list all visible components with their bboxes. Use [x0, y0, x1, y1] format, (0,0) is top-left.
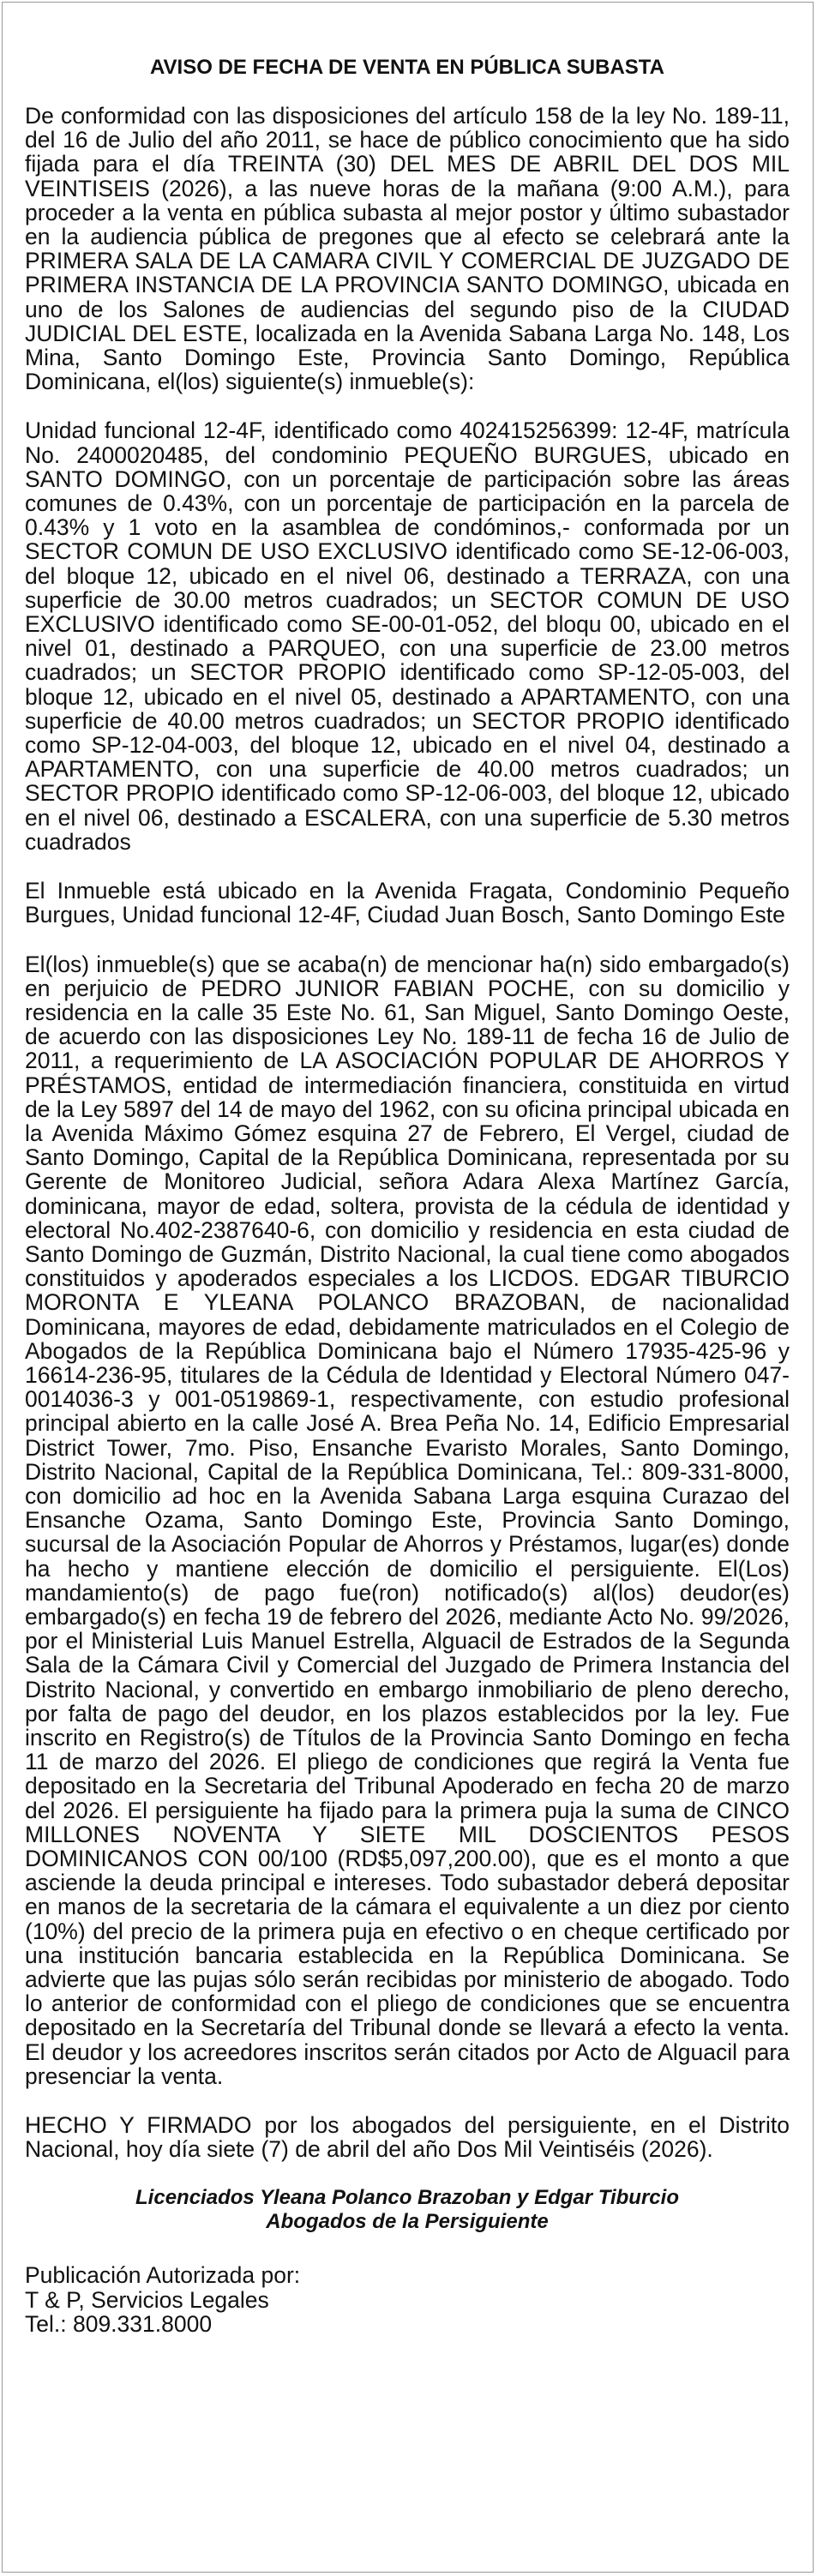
signature-names: Licenciados Yleana Polanco Brazoban y Edgar Tiburcio	[135, 2186, 679, 2210]
notice-title: AVISO DE FECHA DE VENTA EN PÚBLICA SUBASTA	[149, 56, 665, 79]
paragraph-property-location: El Inmueble está ubicado en la Avenida Fragata, Condominio Pequeño Burgues, Unidad funcional 12-4F, Ciudad Juan Bosch, Santo Domingo Este	[25, 878, 790, 928]
signature-block	[25, 2186, 790, 2234]
notice-content	[25, 56, 790, 2336]
paragraph-seizure-details: El(los) inmueble(s) que se acaba(n) de mencionar ha(n) sido embargado(s) en perjuicio de PEDRO JUNIOR FABIAN POCHE, con su domicilio y residencia en la calle 35 Este No. 61, San Miguel, Santo Domingo Oeste, de acuerdo con las disposiciones Ley No. 189-11 de fecha 16 de Julio de 2011, a requerimiento de LA ASOCIACIÓN POPULAR DE AHORROS Y PRÉSTAMOS, entidad de intermediación financiera, constituida en virtud de la Ley 5897 del 14 de mayo del 1962, con su oficina principal ubicada en la Avenida Máximo Gómez esquina 27 de Febrero, El Vergel, ciudad de Santo Domingo, Capital de la República Dominicana, representada por su Gerente de Monitoreo Judicial, señora Adara Alexa Martínez García, dominicana, mayor de edad, soltera, provista de la cédula de identidad y electoral No.402-2387640-6, con domicilio y residencia en esta ciudad de Santo Domingo de Guzmán, Distrito Nacional, la cual tiene como abogados constituidos y apoderados especiales a los LICDOS. EDGAR TIBURCIO MORONTA E YLEANA POLANCO BRAZOBAN, de nacionalidad Dominicana, mayores de edad, debidamente matriculados en el Colegio de Abogados de la República Dominicana bajo el Número 17935-425-96 y 16614-236-95, titulares de la Cédula de Identidad y Electoral Número 047-0014036-3 y 001-0519869-1, respectivamente, con estudio profesional principal abierto en la calle José A. Brea Peña No. 14, Edificio Empresarial District Tower, 7mo. Piso, Ensanche Evaristo Morales, Santo Domingo, Distrito Nacional, Capital de la República Dominicana, Tel.: 809-331-8000, con domicilio ad hoc en la Avenida Sabana Larga esquina Curazao del Ensanche Ozama, Santo Domingo Este, Provincia Santo Domingo, sucursal de la Asociación Popular de Ahorros y Préstamos, lugar(es) donde ha hecho y mantiene elección de domicilio el persiguiente. El(Los) mandamiento(s) de pago fue(ron) notificado(s) al(los) deudor(es) embargado(s) en fecha 19 de febrero del 2026, mediante Acto No. 99/2026, por el Ministerial Luis Manuel Estrella, Alguacil de Estrados de la Segunda Sala de la Cámara Civil y Comercial del Juzgado de Primera Instancia del Distrito Nacional, y convertido en embargo inmobiliario de pleno derecho, por falta de pago del deudor, en los plazos establecidos por la ley. Fue inscrito en Registro(s) de Títulos de la Provincia Santo Domingo en fecha 11 de marzo del 2026. El pliego de condiciones que regirá la Venta fue depositado en la Secretaria del Tribunal Apoderado en fecha 20 de marzo del 2026. El persiguiente ha fijado para la primera puja la suma de CINCO MILLONES NOVENTA Y SIETE MIL DOSCIENTOS PESOS DOMINICANOS CON 00/100 (RD$5,097,200.00), que es el monto a que asciende la deuda principal e intereses. Todo subastador deberá depositar en manos de la secretaria de la cámara el equivalente a un diez por ciento (10%) del precio de la primera puja en efectivo o en cheque certificado por una institución bancaria establecida en la República Dominicana. Se advierte que las pujas sólo serán recibidas por ministerio de abogado. Todo lo anterior de conformidad con el pliego de condiciones que se encuentra depositado en la Secretaría del Tribunal donde se llevará a efecto la venta. El deudor y los acreedores inscritos serán citados por Acto de Alguacil para presenciar la venta.	[25, 951, 790, 2089]
publication-company: T & P, Servicios Legales	[25, 2286, 269, 2313]
paragraph-property-description: Unidad funcional 12-4F, identificado como 402415256399: 12-4F, matrícula No. 2400020485, del condominio PEQUEÑO BURGUES, ubicado en SANTO DOMINGO, con un porcentaje de participación sobre las áreas comunes de 0.43%, con un porcentaje de participación en la parcela de 0.43% y 1 voto en la asamblea de condóminos,- conformada por un SECTOR COMUN DE USO EXCLUSIVO identificado como SE-12-06-003, del bloque 12, ubicado en el nivel 06, destinado a TERRAZA, con una superficie de 30.00 metros cuadrados; un SECTOR COMUN DE USO EXCLUSIVO identificado como SE-00-01-052, del bloqu 00, ubicado en el nivel 01, destinado a PARQUEO, con una superficie de 23.00 metros cuadrados; un SECTOR PROPIO identificado como SP-12-05-003, del bloque 12, ubicado en el nivel 05, destinado a APARTAMENTO, con una superficie de 40.00 metros cuadrados; un SECTOR PROPIO identificado como SP-12-04-003, del bloque 12, ubicado en el nivel 04, destinado a APARTAMENTO, con una superficie de 40.00 metros cuadrados; un SECTOR PROPIO identificado como SP-12-06-003, del bloque 12, ubicado en el nivel 06, destinado a ESCALERA, con una superficie de 5.30 metros cuadrados	[25, 417, 790, 855]
publication-info	[25, 2263, 790, 2336]
notice-frame	[2, 2, 814, 2573]
paragraph-signed: HECHO Y FIRMADO por los abogados del persiguiente, en el Distrito Nacional, hoy día siete (7) de abril del año Dos Mil Veintiséis (2026).	[25, 2112, 790, 2163]
signature-role: Abogados de la Persiguiente	[266, 2210, 549, 2234]
publication-phone: Tel.: 809.331.8000	[25, 2310, 213, 2337]
paragraph-auction-date: De conformidad con las disposiciones del artículo 158 de la ley No. 189-11, del 16 de Julio del año 2011, se hace de público conocimiento que ha sido fijada para el día TREINTA (30) DEL MES DE ABRIL DEL DOS MIL VEINTISEIS (2026), a las nueve horas de la mañana (9:00 A.M.), para proceder a la venta en pública subasta al mejor postor y último subastador en la audiencia pública de pregones que al efecto se celebrará ante la PRIMERA SALA DE LA CAMARA CIVIL Y COMERCIAL DE JUZGADO DE PRIMERA INSTANCIA DE LA PROVINCIA SANTO DOMINGO, ubicada en uno de los Salones de audiencias del segundo piso de la CIUDAD JUDICIAL DEL ESTE, localizada en la Avenida Sabana Larga No. 148, Los Mina, Santo Domingo Este, Provincia Santo Domingo, República Dominicana, el(los) siguiente(s) inmueble(s):	[25, 103, 790, 395]
publication-authorized-label: Publicación Autorizada por:	[25, 2262, 301, 2289]
